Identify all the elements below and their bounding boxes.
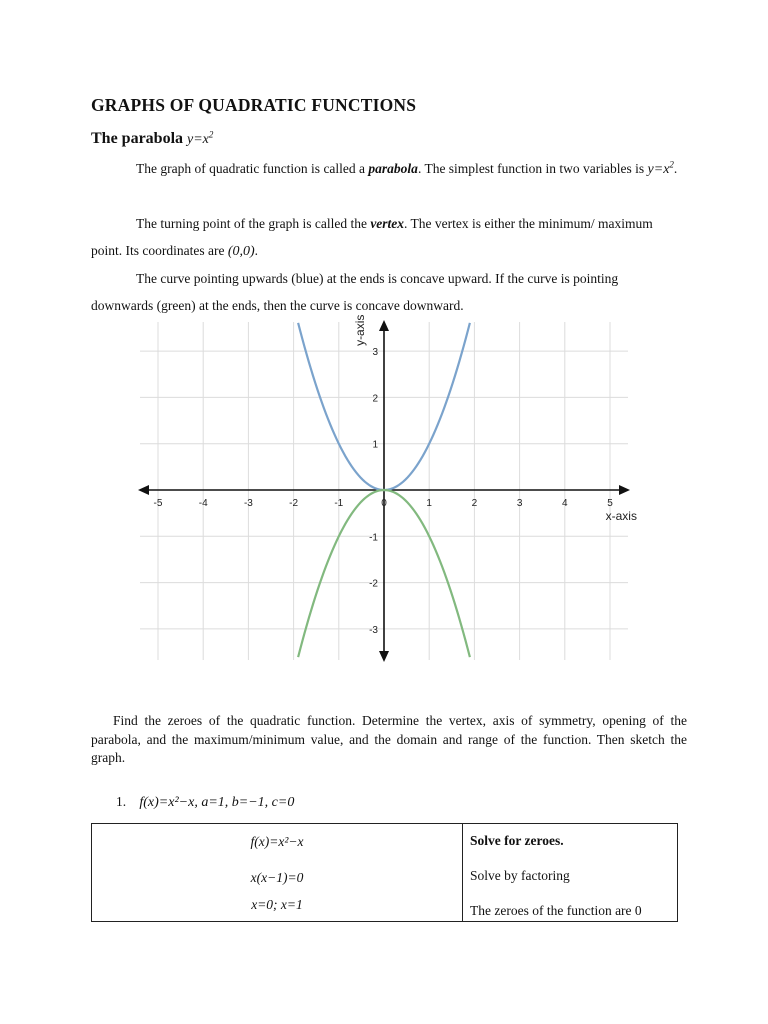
problem-statement: f(x)=x²−x, a=1, b=−1, c=0 [139, 795, 295, 810]
x-axis-label: x-axis [605, 509, 637, 523]
x-tick-label: 2 [471, 498, 478, 509]
term-parabola: parabola [368, 161, 418, 176]
problem-1 [116, 794, 294, 811]
y-tick-label: 2 [372, 393, 378, 405]
x-tick-label: 5 [607, 498, 613, 509]
term-vertex: vertex [370, 216, 405, 231]
paragraph-parabola: The graph of quadratic function is called a parabola. The simplest function in two variables is $y=x^2$. [136, 159, 678, 177]
y-axis-label: y-axis [353, 314, 367, 346]
parabola-graph [136, 314, 637, 664]
note-2: Solve by factoring [470, 868, 570, 883]
equation-inline: $y=x^2$ [647, 159, 674, 177]
section-heading-text: The parabola [91, 130, 184, 147]
x-tick-label: 0 [381, 498, 387, 509]
y-tick-label: -1 [369, 532, 378, 544]
step-equation-2: x(x−1)=0 [250, 870, 304, 885]
x-tick-label: -4 [198, 498, 208, 509]
x-axis-arrow-right [619, 485, 630, 495]
x-tick-label: -1 [334, 498, 344, 509]
paragraph-vertex: The turning point of the graph is called the vertex. The vertex is either the minimum/ maximum point. Its coordinates are (0,0). [91, 216, 653, 259]
y-tick-label: 3 [372, 347, 378, 359]
y-tick-label: -3 [369, 624, 378, 636]
x-axis-arrow-left [138, 485, 149, 495]
page-title: GRAPHS OF QUADRATIC FUNCTIONS [91, 95, 417, 115]
y-axis-arrow-up [379, 320, 389, 331]
note-1: Solve for zeroes. [470, 833, 564, 848]
y-tick-label: -2 [369, 578, 378, 590]
problem-number: 1. [116, 794, 127, 809]
x-tick-label: -2 [289, 498, 299, 509]
step-equation-3: x=0; x=1 [251, 897, 303, 912]
x-tick-label: -5 [153, 498, 163, 509]
section-heading [91, 130, 213, 148]
solution-table [91, 823, 678, 922]
x-tick-label: 4 [562, 498, 568, 509]
step-equation-1: f(x)=x²−x [250, 834, 304, 849]
solution-notes-cell [463, 824, 678, 922]
x-tick-label: -3 [243, 498, 253, 509]
x-tick-label: 1 [426, 498, 432, 509]
y-axis-arrow-down [379, 651, 389, 662]
note-3: The zeroes of the function are 0 [470, 903, 642, 918]
solution-steps-cell [92, 824, 463, 922]
paragraph-concavity: The curve pointing upwards (blue) at the ends is concave upward. If the curve is pointing downwards (green) at the ends, then the curve is concave downward. [91, 271, 619, 313]
vertex-coordinates: (0,0) [227, 244, 255, 259]
heading-equation: $y=x^2$ [187, 129, 214, 147]
x-tick-label: 3 [516, 498, 523, 509]
y-tick-label: 1 [372, 439, 378, 451]
instructions-paragraph: Find the zeroes of the quadratic function. Determine the vertex, axis of symmetry, opening of the parabola, and the maximum/minimum value, and the domain and range of the function. Then sketch the graph. [91, 713, 687, 765]
